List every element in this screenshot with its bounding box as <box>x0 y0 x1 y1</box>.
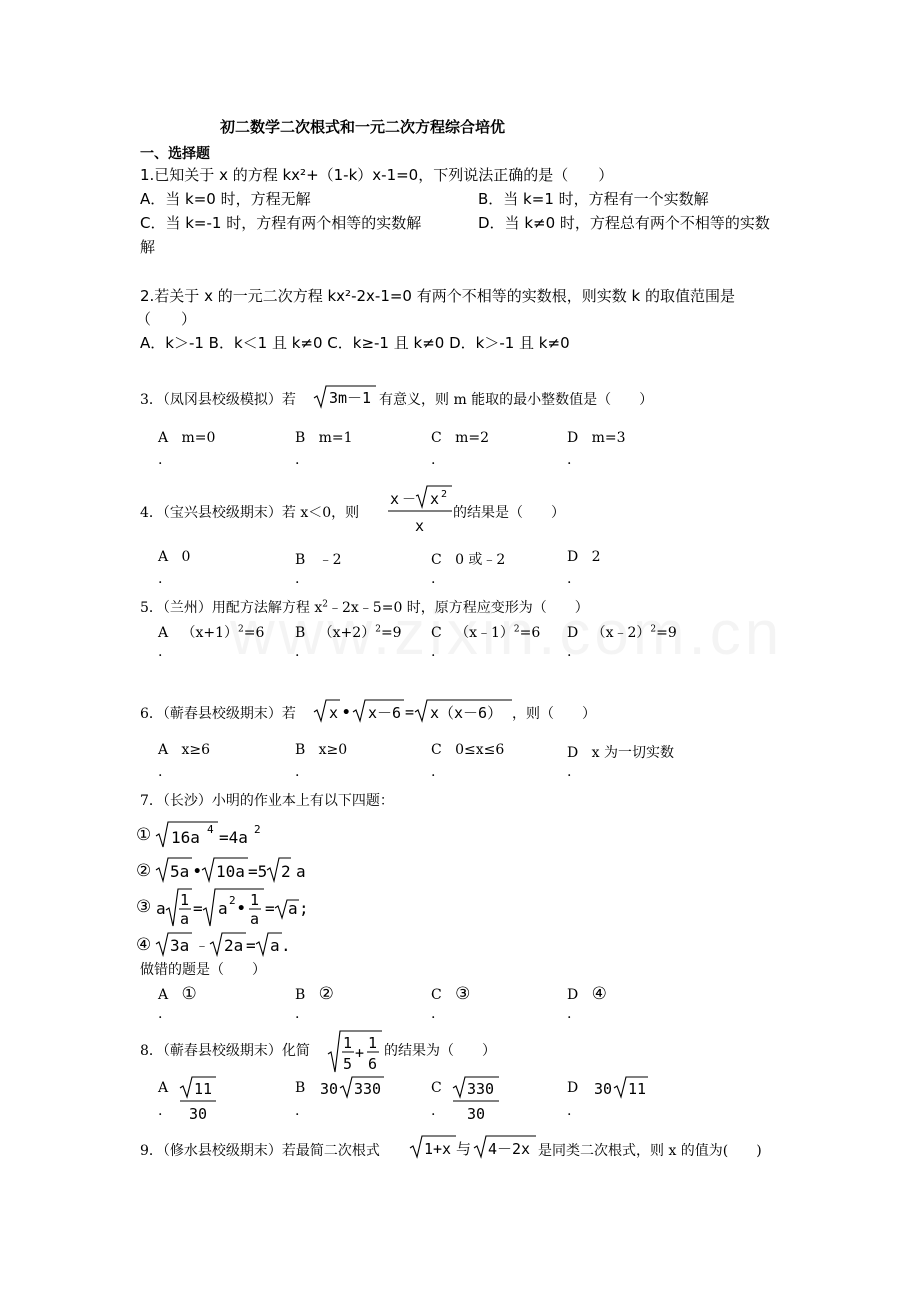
q8-f2d: 6 <box>368 1055 378 1073</box>
q7-item-3-dot: • <box>237 901 246 917</box>
q6-r2: x－6 <box>368 704 402 722</box>
q7-item-2-dot: • <box>193 864 202 880</box>
q4-num-rad: x <box>430 490 440 508</box>
q8-f1d: 5 <box>343 1055 353 1073</box>
q7-item-1-num: ① <box>136 825 152 845</box>
q5-option-b: B $(x+2)^2=9$ <box>295 624 402 641</box>
q8-option-c-letter: C <box>431 1080 442 1096</box>
q7-item-1-radexp: 4 <box>207 823 214 836</box>
q6-r3: x（x－6） <box>430 704 503 722</box>
q5-option-c: C （x﹣1）$^2$=6 <box>431 624 541 641</box>
q6-option-c: C 0≤x≤6 <box>431 742 505 758</box>
q6-option-a: A x≥6 <box>158 742 211 758</box>
q6-option-b: B x≥0 <box>295 742 348 758</box>
q6-option-d: D x 为一切实数 <box>567 745 674 761</box>
q3-radical <box>312 384 378 410</box>
q8-dot-d: . <box>567 1103 572 1119</box>
q7-item-1-rad: 16a <box>171 828 200 847</box>
q3-dot-d: . <box>567 452 572 468</box>
q8-dot-c: . <box>431 1103 436 1119</box>
q4-suffix: 的结果是（ ） <box>453 505 565 521</box>
q7-item-4-r2: 2a <box>224 936 244 955</box>
q8-option-d-coef: 30 <box>594 1080 613 1098</box>
q8-option-a-den: 30 <box>189 1105 208 1123</box>
q5-dot-d: . <box>567 644 572 660</box>
q7-item-4 <box>136 930 306 958</box>
q4-dot-d: . <box>567 571 572 587</box>
q1-option-d: D．当 k≠0 时，方程总有两个不相等的实数 <box>478 214 770 232</box>
q1-option-c: C．当 k=-1 时，方程有两个相等的实数解 <box>140 214 422 232</box>
q7-item-2-r1: 5a <box>170 862 190 881</box>
q8-prefix: 8．（蕲春县校级期末）化简 <box>140 1043 310 1059</box>
q7-item-3-eq: = <box>193 899 203 918</box>
q7-dot-d: . <box>567 1006 572 1022</box>
q7-dot-a: . <box>158 1006 163 1022</box>
q3-prefix: 3．（凤冈县校级模拟）若 <box>140 392 296 408</box>
q7-item-2-r2: 10a <box>216 862 245 881</box>
q7-ask: 做错的题是（ ） <box>140 962 266 978</box>
q9-r2: 4－2x <box>488 1140 531 1158</box>
q4-dot-c: . <box>431 571 436 587</box>
q7-option-a: A ① <box>158 984 197 1004</box>
q5-dot-c: . <box>431 644 436 660</box>
q7-option-c: C ③ <box>431 984 471 1004</box>
q4-den: x <box>415 517 425 535</box>
q1-option-b: B．当 k=1 时，方程有一个实数解 <box>478 190 709 208</box>
q6-equation <box>312 697 522 725</box>
q7-item-2-rhs: =5 <box>248 862 268 881</box>
q8-option-c-rad: 330 <box>467 1080 495 1098</box>
q7-item-4-r3: a <box>270 936 280 955</box>
q3-radicand: 3m－1 <box>329 389 372 407</box>
q8-dot-a: . <box>158 1103 163 1119</box>
q3-option-a: A m=0 <box>158 430 216 446</box>
q8-option-d-rad: 11 <box>628 1080 647 1098</box>
q7-dot-b: . <box>295 1006 300 1022</box>
q4-dot-b: . <box>295 571 300 587</box>
q6-dot-d: . <box>567 764 572 780</box>
q7-option-b: B ② <box>295 984 334 1004</box>
q8-option-b <box>318 1074 388 1102</box>
q3-option-c: C m=2 <box>431 430 489 446</box>
q7-item-1 <box>136 818 266 850</box>
q4-num-minus: － <box>402 492 416 508</box>
q8-plus: + <box>355 1044 365 1062</box>
q8-dot-b: . <box>295 1103 300 1119</box>
q5-dot-b: . <box>295 644 300 660</box>
q3-suffix: 有意义，则 m 能取的最小整数值是（ ） <box>379 392 654 408</box>
q7-item-3-c: a <box>288 899 298 918</box>
q4-option-b: B ﹣2 <box>295 552 342 568</box>
q8-option-a-letter: A <box>158 1080 169 1096</box>
q8-option-c <box>451 1074 503 1124</box>
q1-stem: 1.已知关于 x 的方程 kx²+（1-k）x-1=0，下列说法正确的是（ ） <box>140 166 614 184</box>
q8-option-a <box>178 1074 222 1124</box>
q7-item-4-tail: . <box>281 936 291 955</box>
q7-item-3-eq2: = <box>265 899 275 918</box>
q7-stem: 7．（长沙）小明的作业本上有以下四题： <box>140 793 394 809</box>
q3-dot-c: . <box>431 452 436 468</box>
q4-option-a: A 0 <box>158 549 191 565</box>
q7-item-2-r3: 2 <box>281 862 291 881</box>
q6-eq: = <box>405 703 415 721</box>
q9-r1: 1+x <box>424 1140 452 1158</box>
q6-dot: • <box>342 705 351 721</box>
q8-option-d-letter: D <box>567 1080 579 1096</box>
q7-item-3-f2d: a <box>250 910 260 928</box>
q7-item-3-f1d: a <box>180 910 190 928</box>
q7-item-2 <box>136 854 316 884</box>
q4-option-c: C 0 或﹣2 <box>431 552 506 568</box>
q6-dot-c: . <box>431 764 436 780</box>
q3-dot-a: . <box>158 452 163 468</box>
q7-item-2-tail: a <box>296 862 306 881</box>
q4-prefix: 4．（宝兴县校级期末）若 x＜0，则 <box>140 505 360 521</box>
q7-item-1-rhsexp: 2 <box>254 823 261 836</box>
q7-item-3 <box>136 886 336 930</box>
q7-item-3-f1n: 1 <box>180 891 190 909</box>
q8-radical <box>326 1028 386 1076</box>
q9-prefix: 9．（修水县校级期末）若最简二次根式 <box>140 1143 380 1159</box>
q8-suffix: 的结果为（ ） <box>384 1043 496 1059</box>
q2-paren: （ ） <box>136 310 197 328</box>
q7-item-2-num: ② <box>136 861 152 881</box>
q3-option-b: B m=1 <box>295 430 353 446</box>
q1-option-a: A．当 k=0 时，方程无解 <box>140 190 311 208</box>
q3-dot-b: . <box>295 452 300 468</box>
q6-suffix: ，则（ ） <box>512 706 596 722</box>
q8-option-d <box>592 1074 652 1102</box>
page-title: 初二数学二次根式和一元二次方程综合培优 <box>220 118 506 136</box>
q5-stem: 5．（兰州）用配方法解方程 $x^2﹣2x﹣5=0$ 时，原方程应变形为（ ） <box>140 599 589 616</box>
q7-item-3-tail: ; <box>299 899 309 918</box>
q4-fraction <box>386 482 454 538</box>
q8-option-b-coef: 30 <box>320 1080 339 1098</box>
q8-f2n: 1 <box>368 1034 378 1052</box>
q8-option-a-rad: 11 <box>194 1080 213 1098</box>
q7-item-1-rhs: =4a <box>219 828 248 847</box>
q4-num-x: x <box>390 490 400 508</box>
q7-item-4-num: ④ <box>136 935 152 955</box>
q8-option-c-den: 30 <box>467 1105 486 1123</box>
q8-option-b-rad: 330 <box>354 1080 382 1098</box>
q7-item-4-minus: ﹣ <box>195 938 209 954</box>
q2-stem: 2.若关于 x 的一元二次方程 kx²-2x-1=0 有两个不相等的实数根，则实数 k 的取值范围是 <box>140 287 735 305</box>
q7-item-3-bexp: 2 <box>229 894 236 907</box>
q7-item-4-eq: = <box>246 936 256 955</box>
q1-option-d-cont: 解 <box>140 238 156 256</box>
q8-f1n: 1 <box>343 1034 353 1052</box>
q5-option-a: A $(x+1)^2=6$ <box>158 624 265 641</box>
q8-option-b-letter: B <box>295 1080 306 1096</box>
q5-dot-a: . <box>158 644 163 660</box>
q4-option-d: D 2 <box>567 549 601 565</box>
q7-option-d: D ④ <box>567 984 607 1004</box>
q3-option-d: D m=3 <box>567 430 626 446</box>
q4-num-exp: 2 <box>441 489 448 500</box>
q7-item-3-num: ③ <box>136 897 152 917</box>
q7-item-3-f2n: 1 <box>250 891 260 909</box>
q7-item-4-r1: 3a <box>170 936 190 955</box>
q7-item-3-b: a <box>218 899 228 918</box>
q9-radicals <box>408 1133 540 1161</box>
q6-dot-a: . <box>158 764 163 780</box>
q5-option-d: D （x﹣2）$^2$=9 <box>567 624 677 641</box>
q6-r1: x <box>329 704 339 722</box>
q7-item-3-a: a <box>156 899 166 918</box>
q2-options: A．k＞-1 B．k＜1 且 k≠0 C．k≥-1 且 k≠0 D．k＞-1 且 k≠0 <box>140 334 570 352</box>
q6-prefix: 6．（蕲春县校级期末）若 <box>140 706 296 722</box>
section-heading: 一、选择题 <box>140 146 210 162</box>
q4-dot-a: . <box>158 571 163 587</box>
q6-dot-b: . <box>295 764 300 780</box>
q9-suffix: 是同类二次根式，则 x 的值为( ) <box>538 1143 762 1159</box>
q9-mid: 与 <box>456 1140 472 1158</box>
q7-dot-c: . <box>431 1006 436 1022</box>
